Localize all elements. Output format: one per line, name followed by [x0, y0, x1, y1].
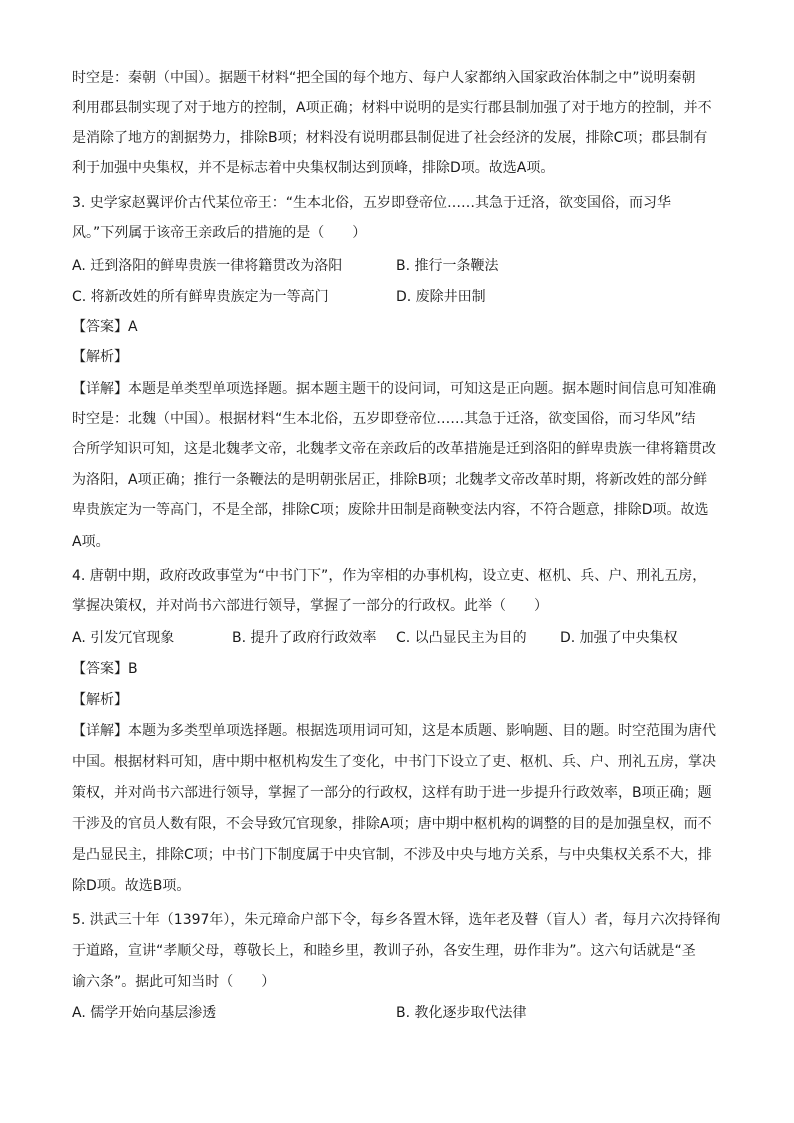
- q3-detail-line: 【详解】本题是单类型单项选择题。据本题主题干的设问词，可知这是正向题。据本题时间信息可知准确: [72, 381, 716, 397]
- q5-option-a: A. 儒学开始向基层渗透: [72, 1005, 217, 1021]
- q3-option-d: D. 废除井田制: [396, 289, 486, 305]
- q4-detail-line: 策权，并对尚书六部进行领导，掌握了一部分的行政权，这样有助于进一步提升行政效率，B项正确；题: [72, 785, 712, 801]
- q3-option-c: C. 将新改姓的所有鲜卑贵族定为一等高门: [72, 289, 329, 305]
- q3-detail-line: 卑贵族定为一等高门，不是全部，排除C项；废除井田制是商鞅变法内容，不符合题意，排除D项。故选: [72, 502, 709, 518]
- question-5-stem: 谕六条”。据此可知当时（ ）: [72, 974, 276, 990]
- q4-detail-line: 是凸显民主，排除C项；中书门下制度属于中央官制，不涉及中央与地方关系，与中央集权关系不大，排: [72, 847, 712, 863]
- q4-detail-line: 除D项。故选B项。: [72, 878, 191, 894]
- text-line: 利用郡县制实现了对于地方的控制，A项正确；材料中说明的是实行郡县制加强了对于地方的控制，并不: [72, 100, 712, 116]
- q4-answer: 【答案】B: [72, 661, 138, 677]
- question-5-stem: 5. 洪武三十年（1397年），朱元璋命户部下令，每乡各置木铎，选年老及瞽（盲人）者，每月六次持铎徇: [72, 912, 721, 928]
- q4-detail-line: 中国。根据材料可知，唐中期中枢机构发生了变化，中书门下设立了吏、枢机、兵、户、刑礼五房，掌决: [72, 754, 716, 770]
- q3-detail-line: A项。: [72, 534, 110, 550]
- q5-option-b: B. 教化逐步取代法律: [396, 1005, 527, 1021]
- question-4-stem: 掌握决策权，并对尚书六部进行领导，掌握了一部分的行政权。此举（ ）: [72, 598, 548, 614]
- q3-option-b: B. 推行一条鞭法: [396, 258, 499, 274]
- question-3-stem: 风。”下列属于该帝王亲政后的措施的是（ ）: [72, 225, 367, 241]
- q3-answer: 【答案】A: [72, 319, 138, 335]
- text-line: 是消除了地方的割据势力，排除B项；材料没有说明郡县制促进了社会经济的发展，排除C项；郡县制有: [72, 130, 708, 146]
- q3-detail-line: 时空是：北魏（中国）。根据材料“生本北俗，五岁即登帝位……其急于迁洛，欲变国俗，而习华风”结: [72, 411, 696, 427]
- q4-detail-line: 干涉及的官员人数有限，不会导致冗官现象，排除A项；唐中期中枢机构的调整的目的是加强皇权，而不: [72, 816, 712, 832]
- q4-option-c: C. 以凸显民主为目的: [396, 630, 527, 646]
- q3-analysis-label: 【解析】: [72, 349, 128, 365]
- q4-option-d: D. 加强了中央集权: [560, 630, 678, 646]
- q3-detail-line: 为洛阳，A项正确；推行一条鞭法的是明朝张居正，排除B项；北魏孝文帝改革时期，将新改姓的部分鲜: [72, 472, 708, 488]
- q4-analysis-label: 【解析】: [72, 692, 128, 708]
- text-line: 利于加强中央集权，并不是标志着中央集权制达到顶峰，排除D项。故选A项。: [72, 160, 555, 176]
- question-4-stem: 4. 唐朝中期，政府改政事堂为“中书门下”，作为宰相的办事机构，设立吏、枢机、兵、户、刑礼五房，: [72, 568, 707, 584]
- q4-detail-line: 【详解】本题为多类型单项选择题。根据选项用词可知，这是本质题、影响题、目的题。时空范围为唐代: [72, 723, 716, 739]
- question-3-stem: 3. 史学家赵翼评价古代某位帝王：“生本北俗，五岁即登帝位……其急于迁洛，欲变国俗，而习华: [72, 195, 672, 211]
- text-line: 时空是：秦朝（中国）。据题干材料“把全国的每个地方、每户人家都纳入国家政治体制之中”说明秦朝: [72, 70, 696, 86]
- q4-option-a: A. 引发冗官现象: [72, 630, 175, 646]
- q4-option-b: B. 提升了政府行政效率: [232, 630, 377, 646]
- q3-detail-line: 合所学知识可知，这是北魏孝文帝，北魏孝文帝在亲政后的改革措施是迁到洛阳的鲜卑贵族一律将籍贯改: [72, 441, 716, 457]
- q3-option-a: A. 迁到洛阳的鲜卑贵族一律将籍贯改为洛阳: [72, 258, 343, 274]
- question-5-stem: 于道路，宣讲“孝顺父母，尊敬长上，和睦乡里，教训子孙，各安生理，毋作非为”。这六句话就是“圣: [72, 943, 696, 959]
